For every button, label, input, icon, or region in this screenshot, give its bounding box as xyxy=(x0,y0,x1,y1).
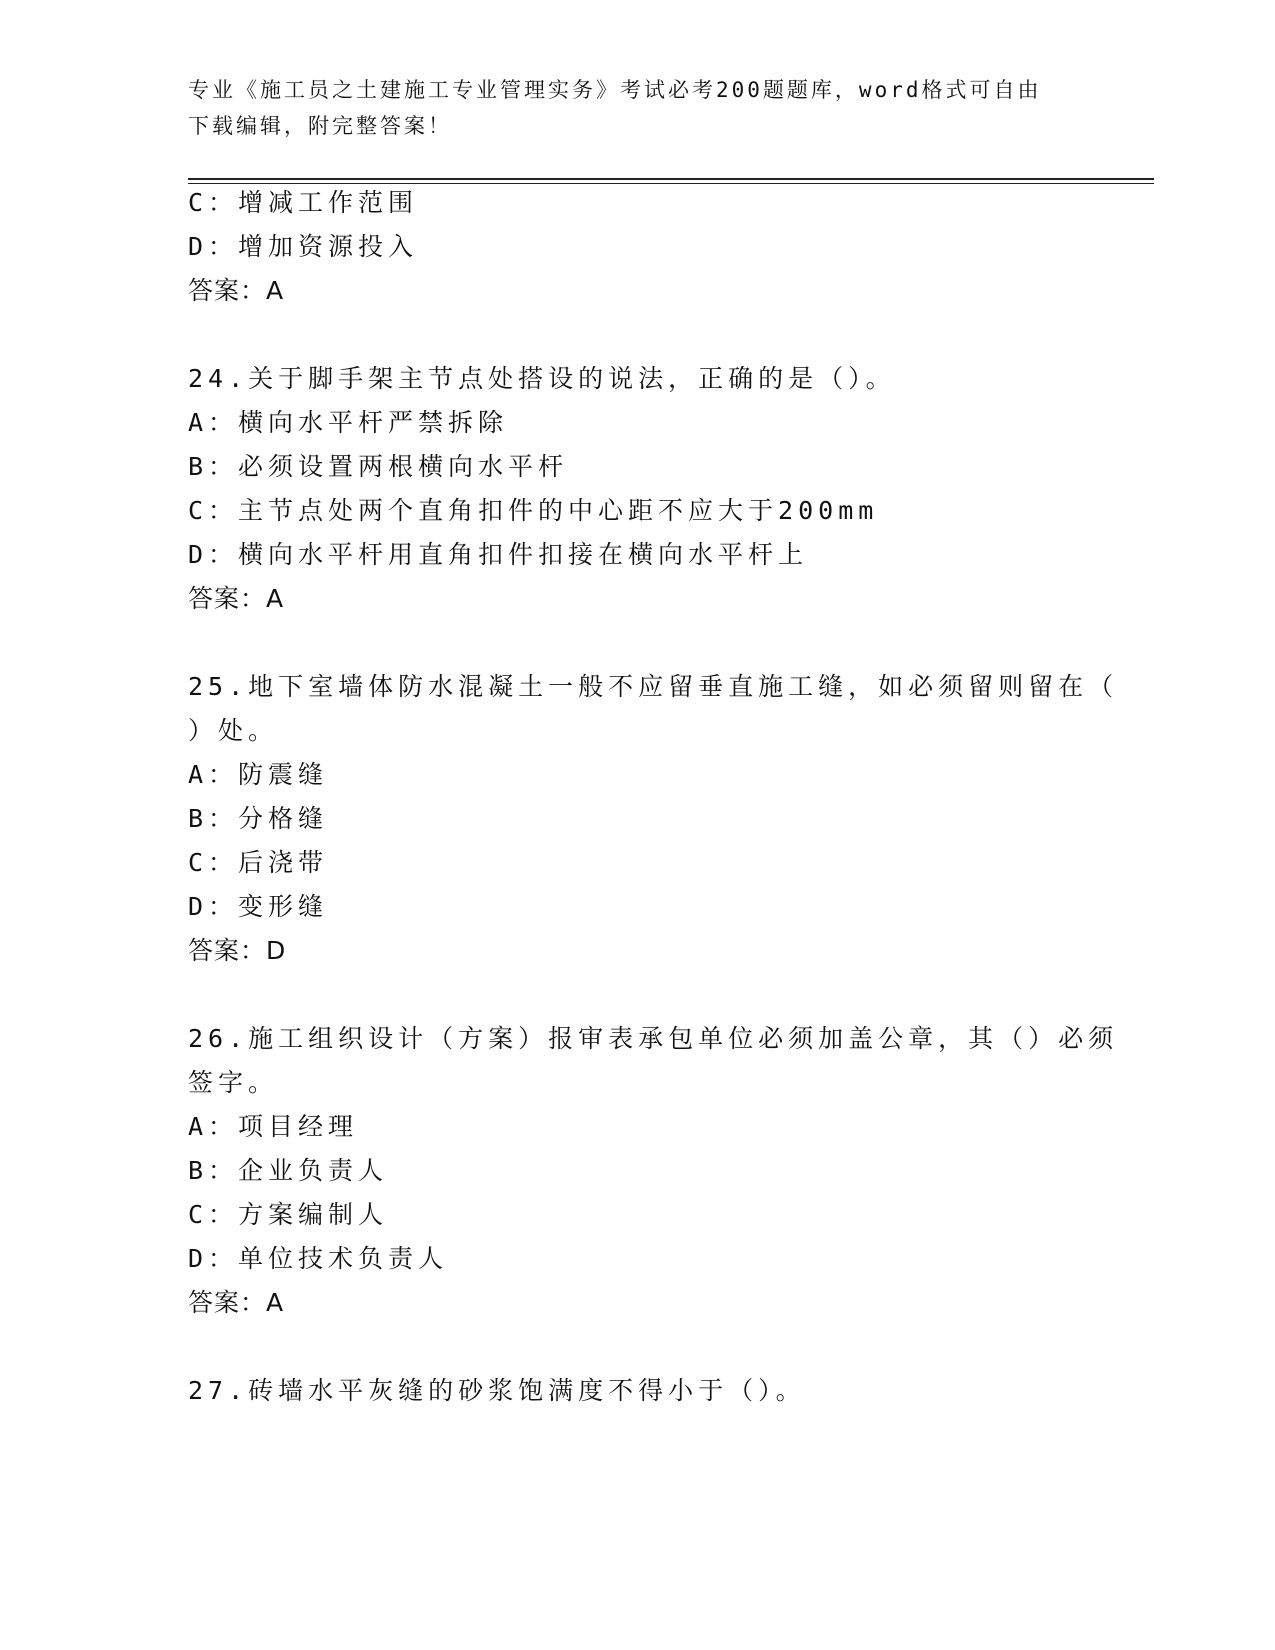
document-header xyxy=(188,72,1068,144)
q26-option-b: B：企业负责人 xyxy=(188,1156,389,1185)
q27-stem: 27.砖墙水平灰缝的砂浆饱满度不得小于（）。 xyxy=(188,1376,806,1405)
q26-option-a: A：项目经理 xyxy=(188,1112,359,1141)
q25-stem-line-2: ）处。 xyxy=(188,716,279,745)
q24-answer: 答案：A xyxy=(188,584,285,613)
q25-stem-line-1: 25.地下室墙体防水混凝土一般不应留垂直施工缝，如必须留则留在（ xyxy=(188,672,1119,701)
q26-answer: 答案：A xyxy=(188,1288,285,1317)
q26-stem-line-2: 签字。 xyxy=(188,1068,279,1097)
q25-option-b: B：分格缝 xyxy=(188,804,329,833)
q26-option-c: C：方案编制人 xyxy=(188,1200,389,1229)
header-divider-thin xyxy=(188,183,1154,184)
q26-option-d: D：单位技术负责人 xyxy=(188,1244,449,1273)
q24-option-c: C：主节点处两个直角扣件的中心距不应大于200mm xyxy=(188,496,879,525)
q25-option-c: C：后浇带 xyxy=(188,848,329,877)
q24-option-b: B：必须设置两根横向水平杆 xyxy=(188,452,569,481)
q24-stem: 24.关于脚手架主节点处搭设的说法，正确的是（）。 xyxy=(188,364,896,393)
q25-option-a: A：防震缝 xyxy=(188,760,329,789)
q24-option-a: A：横向水平杆严禁拆除 xyxy=(188,408,509,437)
prev-option-c: C：增减工作范围 xyxy=(188,188,419,217)
header-divider-thick xyxy=(188,178,1154,180)
q26-stem-line-1: 26.施工组织设计（方案）报审表承包单位必须加盖公章，其（）必须 xyxy=(188,1024,1119,1053)
q25-option-d: D：变形缝 xyxy=(188,892,329,921)
prev-answer: 答案：A xyxy=(188,276,285,305)
prev-option-d: D：增加资源投入 xyxy=(188,232,419,261)
q25-answer: 答案：D xyxy=(188,936,287,965)
header-line-1: 专业《施工员之土建施工专业管理实务》考试必考200题题库，word格式可自由 xyxy=(188,78,1042,102)
q24-option-d: D：横向水平杆用直角扣件扣接在横向水平杆上 xyxy=(188,540,809,569)
header-line-2: 下载编辑，附完整答案！ xyxy=(188,114,452,138)
